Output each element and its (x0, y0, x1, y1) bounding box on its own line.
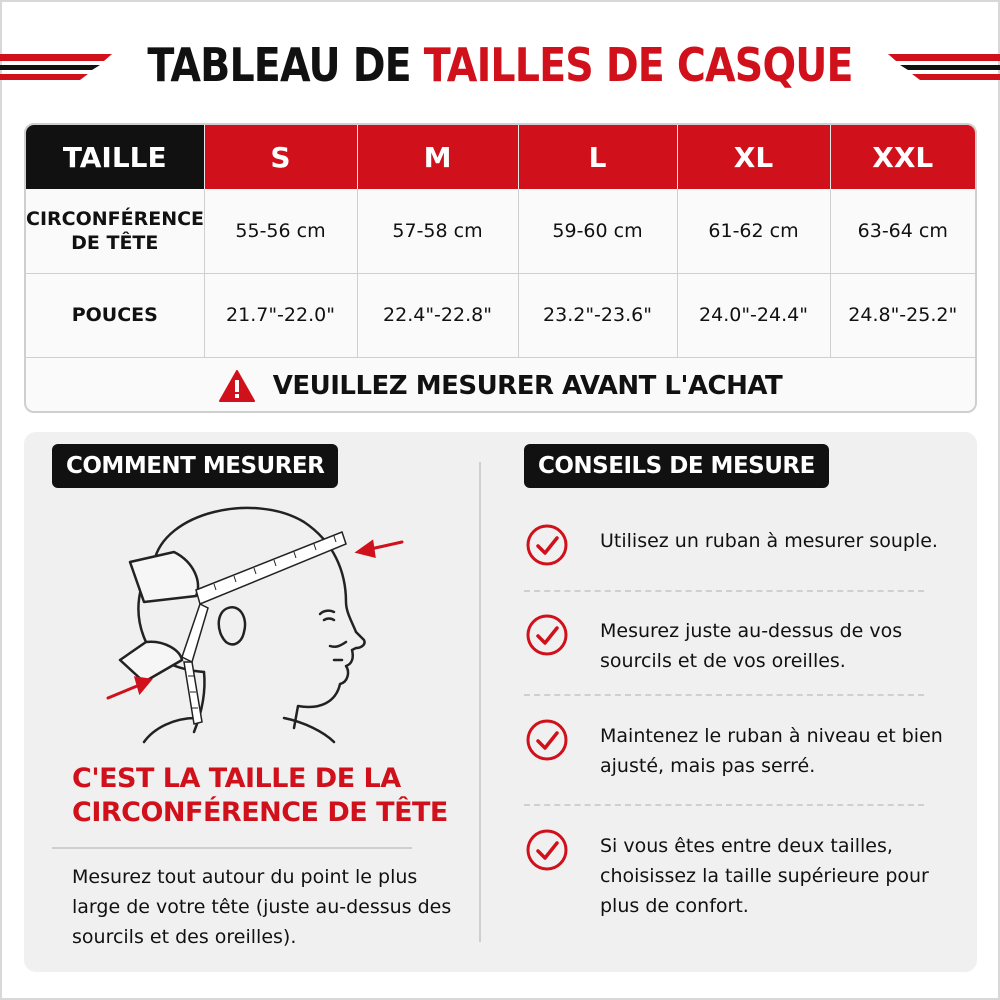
table-cell: 24.0"-24.4" (677, 273, 830, 357)
measure-description: Mesurez tout autour du point le plus large de votre tête (juste au-dessus des sourcils et des oreilles). (72, 866, 452, 948)
row-label-line: DE TÊTE (71, 231, 159, 254)
page-title (70, 30, 930, 100)
tip-separator (524, 694, 924, 696)
panel-divider (479, 462, 481, 942)
size-header-xl: XL (677, 125, 830, 189)
table-row (26, 273, 975, 357)
table-cell: 23.2"-23.6" (518, 273, 677, 357)
tip-separator (524, 590, 924, 592)
table-cell: 59-60 cm (518, 189, 677, 273)
warning-text: VEUILLEZ MESURER AVANT L'ACHAT (272, 370, 783, 401)
size-chart-table (24, 123, 977, 413)
warning-triangle-icon (219, 370, 255, 402)
table-cell: 24.8"-25.2" (830, 273, 975, 357)
check-circle-icon (524, 717, 570, 763)
check-circle-icon (524, 522, 570, 568)
size-header-label: TAILLE (26, 125, 204, 189)
headline-line-1: C'EST LA TAILLE DE LA (72, 763, 401, 794)
table-cell: 61-62 cm (677, 189, 830, 273)
table-cell: 22.4"-22.8" (357, 273, 518, 357)
list-item (524, 717, 944, 781)
check-circle-icon (524, 612, 570, 658)
title-part-black: TABLEAU DE (147, 38, 424, 92)
warning-banner (26, 358, 975, 414)
instructions-panel (24, 432, 977, 972)
tip-separator (524, 804, 924, 806)
table-row (26, 189, 975, 273)
tip-text: Mesurez juste au-dessus de vos sourcils et de vos oreilles. (600, 620, 903, 672)
table-cell: 57-58 cm (357, 189, 518, 273)
list-item (524, 612, 944, 676)
table-header-row (26, 125, 975, 189)
head-circumference-headline (72, 762, 452, 830)
title-part-red: TAILLES DE CASQUE (423, 38, 853, 92)
table-cell: 21.7"-22.0" (204, 273, 357, 357)
how-to-measure-heading: COMMENT MESURER (52, 444, 338, 488)
measuring-tips-heading: CONSEILS DE MESURE (524, 444, 829, 488)
list-item (524, 522, 944, 568)
size-header-l: L (518, 125, 677, 189)
table-cell: 55-56 cm (204, 189, 357, 273)
check-circle-icon (524, 827, 570, 873)
tip-text: Maintenez le ruban à niveau et bien ajusté, mais pas serré. (600, 725, 943, 777)
row-label-line: CIRCONFÉRENCE (26, 207, 205, 230)
tip-text: Utilisez un ruban à mesurer souple. (600, 530, 938, 552)
row-label-circumference (26, 189, 204, 273)
size-header-s: S (204, 125, 357, 189)
headline-divider (52, 847, 412, 849)
list-item (524, 827, 944, 921)
size-header-xxl: XXL (830, 125, 975, 189)
table-cell: 63-64 cm (830, 189, 975, 273)
row-label-inches: POUCES (26, 273, 204, 357)
tip-text: Si vous êtes entre deux tailles, choisissez la taille supérieure pour plus de confort. (600, 835, 929, 917)
headline-line-2: CIRCONFÉRENCE DE TÊTE (72, 797, 448, 828)
size-header-m: M (357, 125, 518, 189)
head-measuring-tape-illustration (84, 492, 424, 752)
